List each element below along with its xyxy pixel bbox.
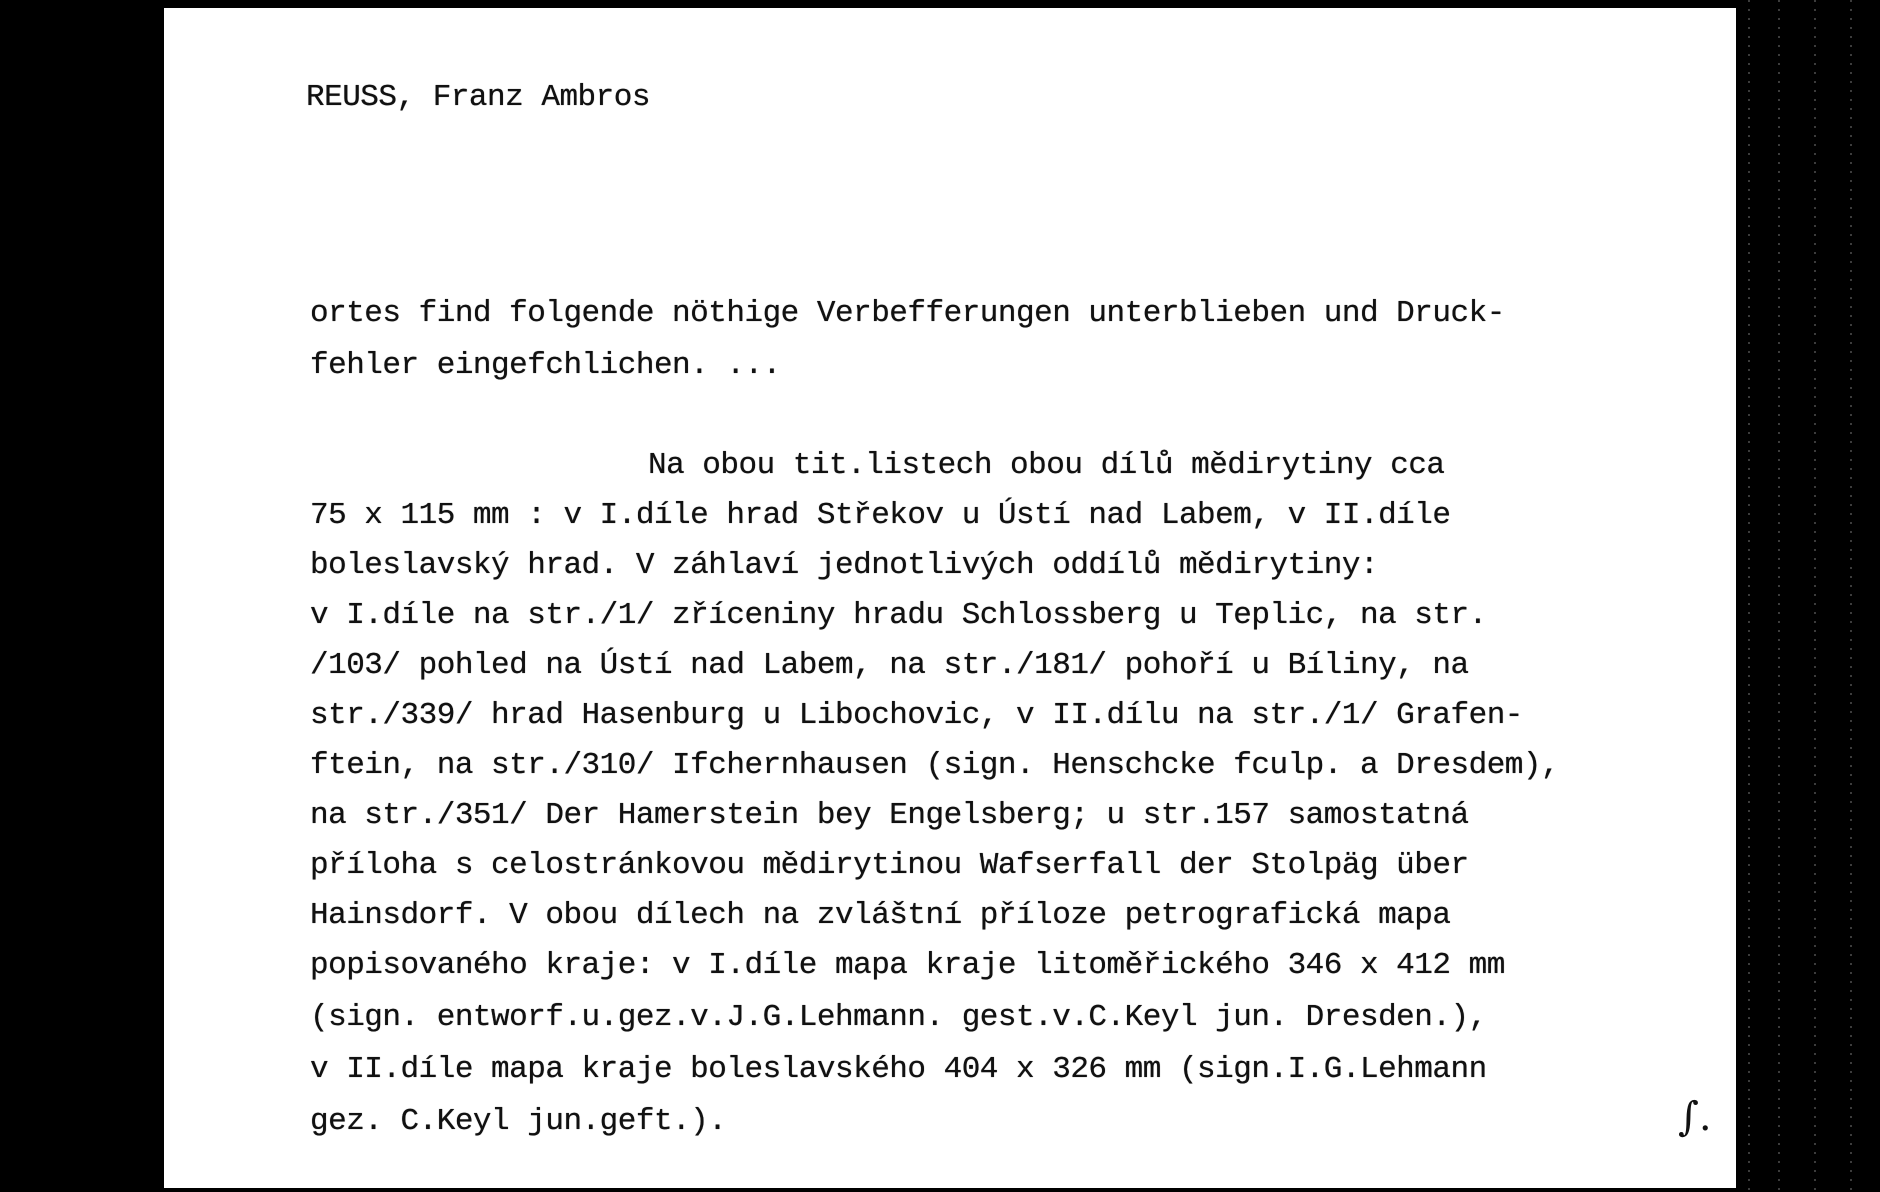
note-line: /103/ pohled na Ústí nad Labem, na str./181/ pohoří u Bíliny, na [310, 648, 1469, 683]
scan-speckle [1778, 0, 1780, 1192]
quote-line: ortes find folgende nöthige Verbefferungen unterblieben und Druck- [310, 296, 1505, 331]
note-line: str./339/ hrad Hasenburg u Libochovic, v II.dílu na str./1/ Grafen- [310, 698, 1523, 733]
scan-speckle [1850, 0, 1852, 1192]
note-line: Hainsdorf. V obou dílech na zvláštní příloze petrografická mapa [310, 898, 1451, 933]
scan-speckle [1748, 0, 1750, 1192]
note-line: ftein, na str./310/ Ifchernhausen (sign. Henschcke fculp. a Dresdem), [310, 748, 1560, 783]
note-line: příloha s celostránkovou mědirytinou Wafserfall der Stolpäg über [310, 848, 1469, 883]
note-line: gez. C.Keyl jun.geft.). [310, 1104, 727, 1139]
note-line: popisovaného kraje: v I.díle mapa kraje litoměřického 346 x 412 mm [310, 948, 1505, 983]
note-line: 75 x 115 mm : v I.díle hrad Střekov u Ústí nad Labem, v II.díle [310, 498, 1451, 533]
scan-border-left [0, 0, 162, 1192]
continuation-mark: ∫. [1678, 1094, 1712, 1140]
note-line: (sign. entworf.u.gez.v.J.G.Lehmann. gest.v.C.Keyl jun. Dresden.), [310, 1000, 1487, 1035]
note-line: Na obou tit.listech obou dílů mědirytiny cca [648, 448, 1445, 483]
note-line: na str./351/ Der Hamerstein bey Engelsberg; u str.157 samostatná [310, 798, 1469, 833]
scan-speckle [1814, 0, 1816, 1192]
note-line: boleslavský hrad. V záhlaví jednotlivých oddílů mědirytiny: [310, 548, 1379, 583]
card-heading: REUSS, Franz Ambros [306, 80, 650, 115]
note-line: v II.díle mapa kraje boleslavského 404 x 326 mm (sign.I.G.Lehmann [310, 1052, 1487, 1087]
quote-line: fehler eingefchlichen. ... [310, 348, 781, 383]
scan-border-right [1738, 0, 1880, 1192]
note-line: v I.díle na str./1/ zříceniny hradu Schlossberg u Teplic, na str. [310, 598, 1487, 633]
